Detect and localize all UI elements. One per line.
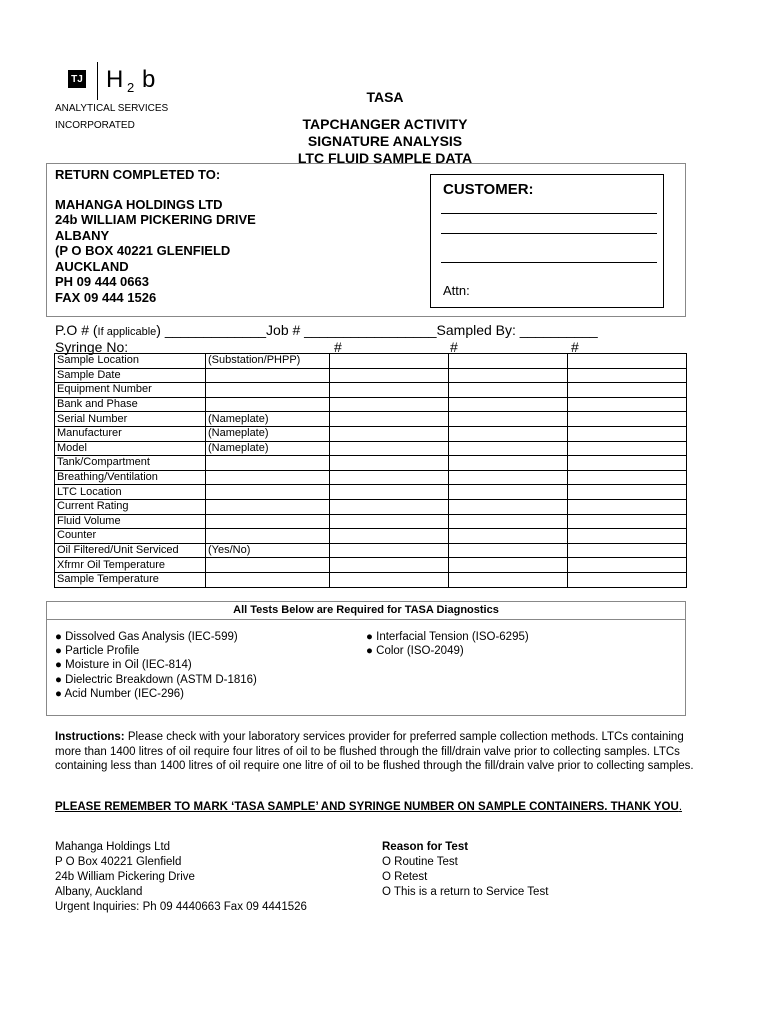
grid-row-label: Counter xyxy=(55,529,206,544)
po-job-sampled: ) _____________Job # _________________Sampled By: __________ xyxy=(156,322,598,338)
grid-entry-cell[interactable] xyxy=(330,470,449,485)
title-tasa: TASA xyxy=(366,89,404,105)
footer-address-line: Urgent Inquiries: Ph 09 4440663 Fax 09 4441526 xyxy=(55,901,307,913)
grid-entry-cell[interactable] xyxy=(449,470,568,485)
footer-address-line: Albany, Auckland xyxy=(55,886,143,898)
grid-entry-cell[interactable] xyxy=(568,499,687,514)
grid-entry-cell[interactable] xyxy=(449,412,568,427)
grid-entry-cell[interactable] xyxy=(330,485,449,500)
grid-entry-cell[interactable] xyxy=(330,456,449,471)
grid-entry-cell[interactable] xyxy=(330,383,449,398)
grid-entry-cell[interactable] xyxy=(568,383,687,398)
grid-entry-cell[interactable] xyxy=(330,441,449,456)
grid-entry-cell[interactable] xyxy=(568,456,687,471)
po-label: P.O # ( xyxy=(55,322,98,338)
grid-entry-cell[interactable] xyxy=(330,426,449,441)
test-item: ● Color (ISO-2049) xyxy=(366,645,464,657)
footer-address-line: P O Box 40221 Glenfield xyxy=(55,856,182,868)
grid-row-label: Manufacturer xyxy=(55,426,206,441)
grid-entry-cell[interactable] xyxy=(330,514,449,529)
grid-entry-cell[interactable] xyxy=(449,441,568,456)
grid-row-note xyxy=(206,470,330,485)
grid-row-label: Current Rating xyxy=(55,499,206,514)
test-item: ● Interfacial Tension (ISO-6295) xyxy=(366,631,529,643)
grid-row-label: Bank and Phase xyxy=(55,397,206,412)
title-signature: SIGNATURE ANALYSIS xyxy=(307,133,463,149)
return-line: ALBANY xyxy=(55,228,110,243)
syringe-hash: # xyxy=(334,339,342,355)
return-line: AUCKLAND xyxy=(55,259,129,274)
grid-entry-cell[interactable] xyxy=(330,543,449,558)
return-line: 24b WILLIAM PICKERING DRIVE xyxy=(55,212,256,227)
grid-entry-cell[interactable] xyxy=(568,572,687,587)
grid-row xyxy=(55,529,687,544)
grid-entry-cell[interactable] xyxy=(449,354,568,369)
grid-entry-cell[interactable] xyxy=(568,397,687,412)
grid-entry-cell[interactable] xyxy=(330,354,449,369)
grid-row-label: Equipment Number xyxy=(55,383,206,398)
grid-entry-cell[interactable] xyxy=(449,485,568,500)
grid-row-note xyxy=(206,514,330,529)
grid-row xyxy=(55,383,687,398)
grid-row-note: (Yes/No) xyxy=(206,543,330,558)
syringe-hash: # xyxy=(450,339,458,355)
grid-row-label: LTC Location xyxy=(55,485,206,500)
grid-row xyxy=(55,441,687,456)
grid-row xyxy=(55,558,687,573)
instructions-text: Please check with your laboratory services provider for preferred sample collection methods. LTCs containing more than 1400 litres of oil require four litres of oil to be flushed through the fill/drain valve prior to collecting samples. LTCs containing less than 1400 litres of oil require one litre of oil to be flushed through the fill/drain valve prior to collecting samples. xyxy=(55,731,694,773)
grid-row-note xyxy=(206,397,330,412)
grid-row xyxy=(55,470,687,485)
return-line: (P O BOX 40221 GLENFIELD xyxy=(55,243,231,258)
po-applicable: If applicable xyxy=(97,326,157,338)
grid-entry-cell[interactable] xyxy=(330,572,449,587)
logo-letter-h: H xyxy=(106,66,124,93)
grid-row xyxy=(55,514,687,529)
grid-row-label: Serial Number xyxy=(55,412,206,427)
grid-row xyxy=(55,426,687,441)
grid-row-note xyxy=(206,368,330,383)
grid-row xyxy=(55,499,687,514)
grid-entry-cell[interactable] xyxy=(568,412,687,427)
grid-row-label: Breathing/Ventilation xyxy=(55,470,206,485)
remember-tail: . xyxy=(678,801,683,813)
remember-notice xyxy=(55,800,715,815)
reason-option-return-service[interactable]: O This is a return to Service Test xyxy=(382,886,549,898)
grid-row-label: Tank/Compartment xyxy=(55,456,206,471)
test-item: ● Moisture in Oil (IEC-814) xyxy=(55,659,192,671)
grid-entry-cell[interactable] xyxy=(568,368,687,383)
grid-row-note xyxy=(206,572,330,587)
footer-address-line: Mahanga Holdings Ltd xyxy=(55,841,171,853)
remember-text: PLEASE REMEMBER TO MARK ‘TASA SAMPLE’ AND SYRINGE NUMBER ON SAMPLE CONTAINERS. THANK YOU xyxy=(55,801,679,813)
grid-row xyxy=(55,572,687,587)
grid-entry-cell[interactable] xyxy=(568,558,687,573)
grid-entry-cell[interactable] xyxy=(449,397,568,412)
grid-entry-cell[interactable] xyxy=(568,354,687,369)
grid-entry-cell[interactable] xyxy=(449,499,568,514)
grid-row-label: Fluid Volume xyxy=(55,514,206,529)
grid-row-note: (Nameplate) xyxy=(206,412,330,427)
grid-entry-cell[interactable] xyxy=(568,470,687,485)
reason-option-routine[interactable]: O Routine Test xyxy=(382,856,458,868)
grid-entry-cell[interactable] xyxy=(330,558,449,573)
grid-row-label: Sample Temperature xyxy=(55,572,206,587)
customer-address-line[interactable] xyxy=(441,262,657,263)
test-item: ● Dissolved Gas Analysis (IEC-599) xyxy=(55,631,238,643)
grid-row xyxy=(55,354,687,369)
grid-row xyxy=(55,456,687,471)
grid-entry-cell[interactable] xyxy=(449,543,568,558)
test-item: ● Dielectric Breakdown (ASTM D-1816) xyxy=(55,674,257,686)
grid-entry-cell[interactable] xyxy=(568,485,687,500)
return-line: MAHANGA HOLDINGS LTD xyxy=(55,197,223,212)
grid-entry-cell[interactable] xyxy=(449,456,568,471)
syringe-label: Syringe No: xyxy=(55,339,129,355)
grid-row-note xyxy=(206,383,330,398)
grid-row-note xyxy=(206,529,330,544)
grid-row xyxy=(55,485,687,500)
company-name-line-1: ANALYTICAL SERVICES xyxy=(55,103,169,114)
grid-entry-cell[interactable] xyxy=(568,543,687,558)
customer-title: CUSTOMER: xyxy=(443,181,534,198)
grid-row xyxy=(55,543,687,558)
title-tapchanger: TAPCHANGER ACTIVITY xyxy=(302,116,468,132)
po-job-line[interactable] xyxy=(55,322,598,338)
company-name-line-2: INCORPORATED xyxy=(55,120,135,131)
customer-box xyxy=(430,174,664,308)
reason-title: Reason for Test xyxy=(382,841,469,853)
grid-row-label: Xfrmr Oil Temperature xyxy=(55,558,206,573)
title-ltc-fluid: LTC FLUID SAMPLE DATA xyxy=(297,150,473,166)
grid-entry-cell[interactable] xyxy=(568,441,687,456)
grid-entry-cell[interactable] xyxy=(449,426,568,441)
company-logo-mark: TJ xyxy=(68,70,86,88)
grid-row-note: (Substation/PHPP) xyxy=(206,354,330,369)
grid-entry-cell[interactable] xyxy=(568,514,687,529)
grid-row-label: Oil Filtered/Unit Serviced xyxy=(55,543,206,558)
footer-address-line: 24b William Pickering Drive xyxy=(55,871,195,883)
grid-entry-cell[interactable] xyxy=(330,397,449,412)
grid-row-label: Sample Location xyxy=(55,354,206,369)
grid-row-note xyxy=(206,558,330,573)
grid-entry-cell[interactable] xyxy=(330,368,449,383)
grid-entry-cell[interactable] xyxy=(568,426,687,441)
grid-entry-cell[interactable] xyxy=(330,499,449,514)
return-heading: RETURN COMPLETED TO: xyxy=(55,167,221,182)
grid-row-note xyxy=(206,499,330,514)
return-line: FAX 09 444 1526 xyxy=(55,290,157,305)
grid-entry-cell[interactable] xyxy=(449,572,568,587)
grid-entry-cell[interactable] xyxy=(330,412,449,427)
reason-option-retest[interactable]: O Retest xyxy=(382,871,428,883)
grid-row-note xyxy=(206,485,330,500)
grid-row-note: (Nameplate) xyxy=(206,426,330,441)
grid-row-label: Sample Date xyxy=(55,368,206,383)
instructions-paragraph xyxy=(55,730,710,774)
syringe-hash: # xyxy=(571,339,579,355)
attn-label: Attn: xyxy=(443,283,470,298)
customer-address-line[interactable] xyxy=(441,233,657,234)
grid-row xyxy=(55,397,687,412)
grid-entry-cell[interactable] xyxy=(330,529,449,544)
grid-entry-cell[interactable] xyxy=(449,558,568,573)
test-item: ● Particle Profile xyxy=(55,645,140,657)
customer-name-line[interactable] xyxy=(441,213,657,214)
test-item: ● Acid Number (IEC-296) xyxy=(55,688,185,700)
logo-subscript: 2 xyxy=(127,80,135,95)
grid-row xyxy=(55,412,687,427)
sample-data-grid xyxy=(54,353,687,588)
grid-row-note: (Nameplate) xyxy=(206,441,330,456)
grid-entry-cell[interactable] xyxy=(449,514,568,529)
grid-row-note xyxy=(206,456,330,471)
grid-entry-cell[interactable] xyxy=(449,368,568,383)
grid-entry-cell[interactable] xyxy=(568,529,687,544)
logo-divider xyxy=(97,62,98,100)
logo-letter-b: b xyxy=(142,66,156,93)
grid-row xyxy=(55,368,687,383)
instructions-label: Instructions: xyxy=(55,731,125,743)
tests-heading: All Tests Below are Required for TASA Diagnostics xyxy=(47,602,685,620)
grid-row-label: Model xyxy=(55,441,206,456)
grid-entry-cell[interactable] xyxy=(449,529,568,544)
return-line: PH 09 444 0663 xyxy=(55,274,149,289)
grid-entry-cell[interactable] xyxy=(449,383,568,398)
